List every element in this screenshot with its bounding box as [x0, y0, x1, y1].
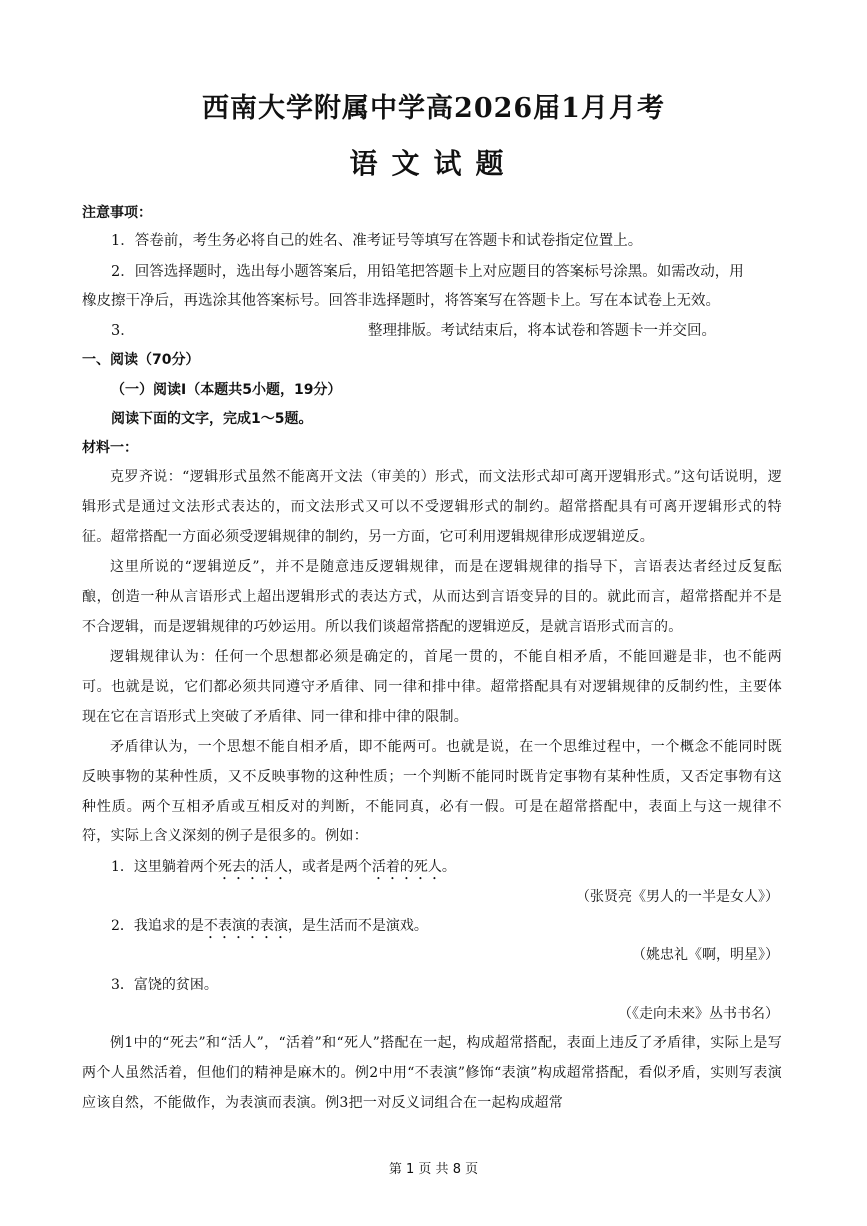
example-1-pre: 1．这里躺着两个	[111, 859, 218, 875]
example-2-pre: 2．我追求的是	[111, 918, 204, 934]
notice-heading: 注意事项：	[82, 205, 152, 221]
example-1	[111, 857, 811, 883]
exam-title: 西南大学附属中学高2026届1月月考	[202, 93, 665, 124]
paragraph-5: 例1中的“死去”和“活人”，“活着”和“死人”搭配在一起，构成超常搭配，表面上违反了矛盾律，实际上是写两个人虽然活着，但他们的精神是麻木的。例2中用“不表演”修饰“表演”构成超常搭配，看似矛盾，实则写表演应该自然，不能做作，为表演而表演。例3把一对反义词组合在一起构成超常	[82, 1035, 782, 1111]
example-2	[111, 916, 811, 942]
reading-instruction: 阅读下面的文字，完成1～5题。	[111, 411, 313, 427]
paragraph-3: 逻辑规律认为：任何一个思想都必须是确定的，首尾一贯的，不能自相矛盾，不能回避是非，也不能两可。也就是说，它们都必须共同遵守矛盾律、同一律和排中律。超常搭配具有对逻辑规律的反制约性，主要体现在它在言语形式上突破了矛盾律、同一律和排中律的限制。	[82, 649, 782, 725]
example-2-end: ，是生活而不是演戏。	[287, 918, 428, 934]
section-heading: 一、阅读（70分）	[82, 352, 200, 368]
example-1-mid: ，或者是两个	[287, 859, 372, 875]
example-1-emphasis-2: 活着的死人	[371, 859, 442, 875]
subsection-heading: （一）阅读Ⅰ（本题共5小题，19分）	[111, 382, 342, 398]
example-3-citation: （《走向未来》丛书书名）	[618, 1006, 779, 1022]
example-2-citation: （姚忠礼《啊，明星》）	[632, 947, 779, 963]
subject-title: 语文试题	[349, 147, 518, 180]
material-label: 材料一：	[82, 440, 138, 456]
notice-item-2-line-1: 2．回答选择题时，选出每小题答案后，用铅笔把答题卡上对应题目的答案标号涂黑。如需改动，用	[111, 264, 744, 280]
example-3: 3．富饶的贫困。	[111, 977, 218, 993]
paragraph-1: 克罗齐说：“逻辑形式虽然不能离开文法（审美的）形式，而文法形式却可离开逻辑形式。”这句话说明，逻辑形式是通过文法形式表达的，而文法形式又可以不受逻辑形式的制约。超常搭配具有可离开逻辑形式的特征。超常搭配一方面必须受逻辑规律的制约，另一方面，它可利用逻辑规律形成逻辑逆反。	[82, 469, 782, 545]
notice-item-2-line-2: 橡皮擦干净后，再选涂其他答案标号。回答非选择题时，将答案写在答题卡上。写在本试卷上无效。	[82, 293, 720, 309]
notice-item-3-text: 整理排版。考试结束后，将本试卷和答题卡一并交回。	[368, 323, 716, 339]
notice-item-3-number: 3．	[111, 323, 135, 339]
example-1-emphasis-1: 死去的活人	[217, 859, 288, 875]
page-footer: 第 1 页 共 8 页	[388, 1162, 479, 1177]
paragraph-2: 这里所说的“逻辑逆反”，并不是随意违反逻辑规律，而是在逻辑规律的指导下，言语表达者经过反复酝酿，创造一种从言语形式上超出逻辑形式的表达方式，从而达到言语变异的目的。就此而言，超常搭配并不是不合逻辑，而是逻辑规律的巧妙运用。所以我们谈超常搭配的逻辑逆反，是就言语形式而言的。	[82, 559, 782, 635]
example-2-emphasis: 不表演的表演	[203, 918, 288, 934]
paragraph-4: 矛盾律认为，一个思想不能自相矛盾，即不能两可。也就是说，在一个思维过程中，一个概念不能同时既反映事物的某种性质，又不反映事物的这种性质；一个判断不能同时既肯定事物有某种性质，又否定事物有这种性质。两个互相矛盾或互相反对的判断，不能同真，必有一假。可是在超常搭配中，表面上与这一规律不符，实际上含义深刻的例子是很多的。例如：	[82, 739, 782, 845]
notice-item-1: 1．答卷前，考生务必将自己的姓名、准考证号等填写在答题卡和试卷指定位置上。	[111, 233, 643, 249]
example-1-citation: （张贤亮《男人的一半是女人》）	[576, 889, 779, 905]
example-1-end: 。	[441, 859, 456, 875]
